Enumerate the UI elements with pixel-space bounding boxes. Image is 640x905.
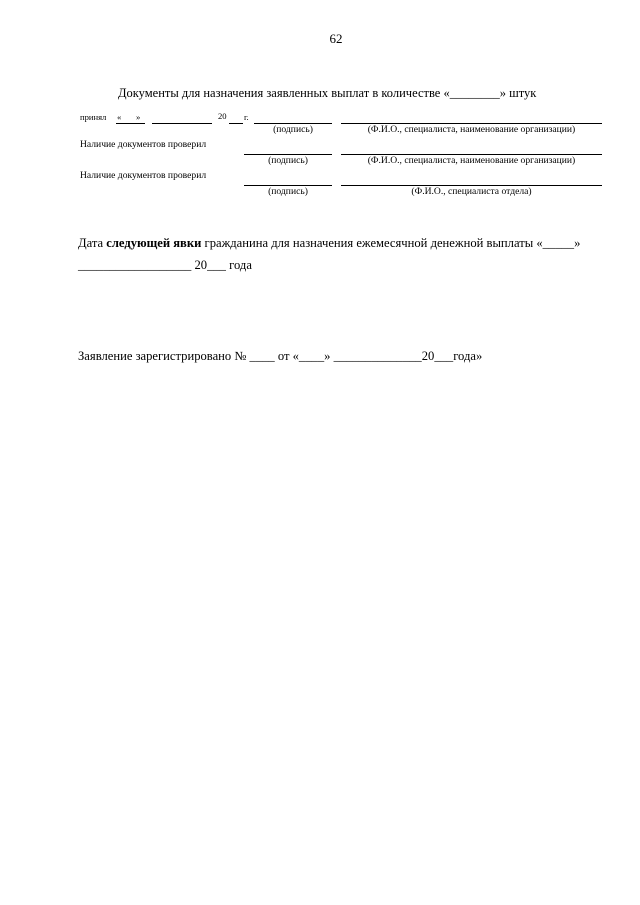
accepted-close-quote: » [136, 112, 141, 122]
checked-signature-caption-1: (подпись) [268, 155, 308, 166]
accepted-year-line [229, 123, 243, 124]
checked-signature-caption-2: (подпись) [268, 186, 308, 197]
next-visit-line-2: __________________ 20___ года [78, 258, 252, 272]
next-visit-suffix: гражданина для назначения ежемесячной денежной выплаты «_____» [201, 236, 581, 250]
accepted-day-line [116, 123, 145, 124]
documents-heading: Документы для назначения заявленных выплат в количестве «________» штук [118, 86, 537, 100]
next-visit-line-1 [78, 236, 580, 251]
accepted-year-suffix: г. [244, 112, 249, 122]
accepted-signature-caption: (подпись) [273, 124, 313, 135]
accepted-label: принял [80, 112, 107, 122]
page-number: 62 [329, 31, 343, 46]
checked-name-caption-2: (Ф.И.О., специалиста отдела) [411, 186, 532, 197]
checked-name-caption-1: (Ф.И.О., специалиста, наименование организации) [367, 155, 576, 166]
registration-line: Заявление зарегистрировано № ____ от «____» ______________20___года» [78, 349, 483, 363]
accepted-year-prefix: 20 [218, 111, 227, 121]
accepted-name-caption: (Ф.И.О., специалиста, наименование организации) [367, 124, 576, 135]
next-visit-bold: следующей явки [106, 236, 202, 250]
accepted-open-quote: « [117, 112, 122, 122]
accepted-month-line [152, 123, 212, 124]
checked-label-1: Наличие документов проверил [80, 139, 207, 150]
checked-label-2: Наличие документов проверил [80, 170, 207, 181]
next-visit-prefix: Дата [78, 236, 107, 250]
